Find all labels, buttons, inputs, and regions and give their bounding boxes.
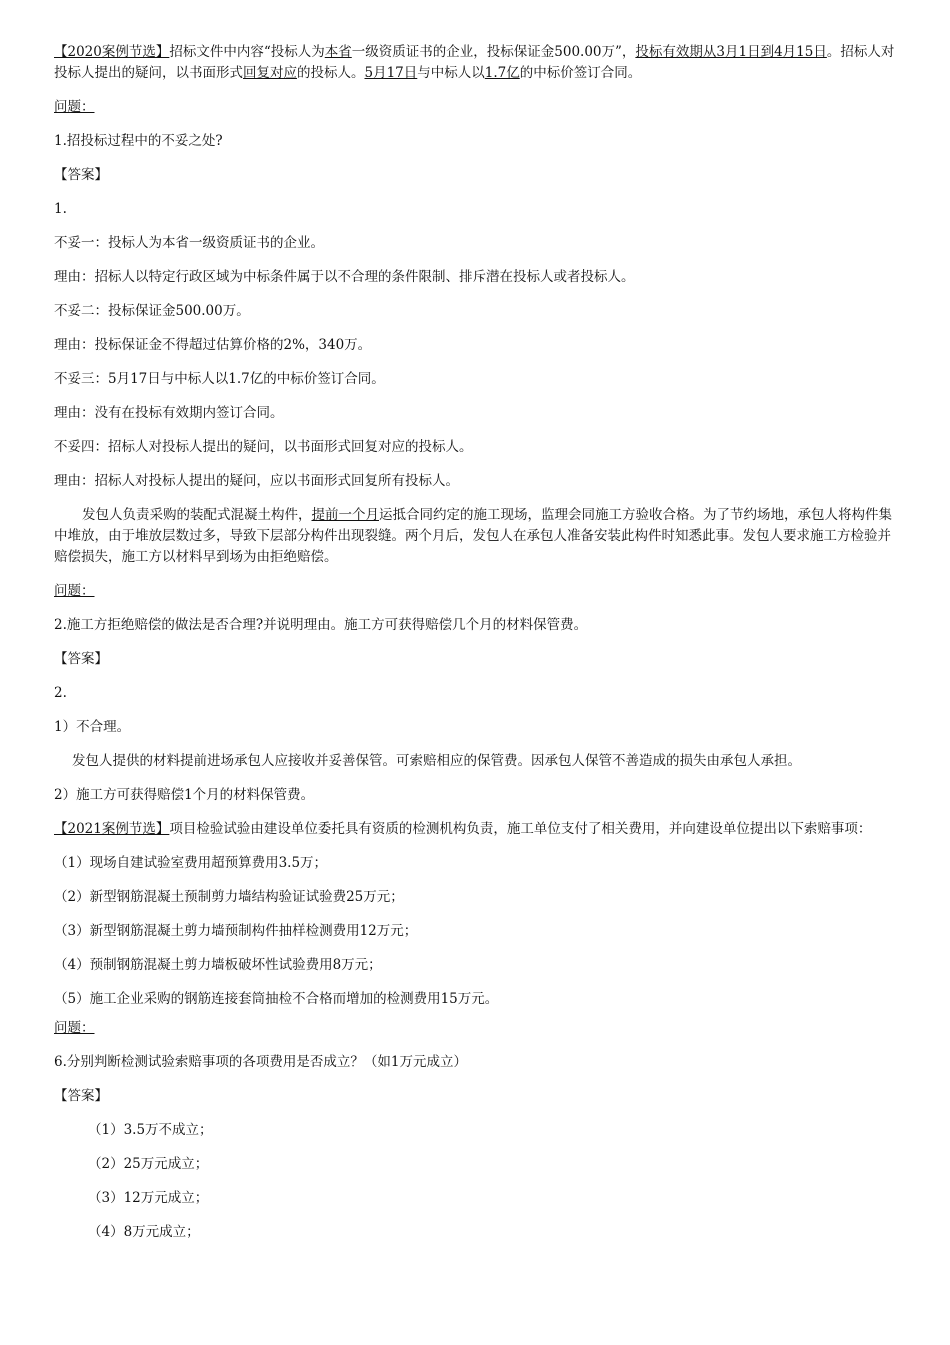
underlined-text: 回复对应 — [243, 65, 297, 81]
underlined-text: 投标有效期从3月1日到4月15日 — [635, 44, 827, 60]
answer-1-number: 1. — [54, 201, 67, 217]
claim-item: （5）施工企业采购的钢筋连接套筒抽检不合格而增加的检测费用15万元。 — [54, 991, 499, 1007]
underlined-text: 5月17日 — [364, 65, 418, 81]
answer-label: 【答案】 — [54, 1088, 108, 1104]
question-label: 问题： — [54, 99, 95, 115]
claim-item: （3）新型钢筋混凝土剪力墙预制构件抽样检测费用12万元； — [54, 923, 418, 939]
answer-1-line: 理由：没有在投标有效期内签订合同。 — [54, 405, 284, 421]
case-tag-2021: 【2021案例节选】 — [54, 821, 170, 837]
answer-1-line: 不妥四：招标人对投标人提出的疑问，以书面形式回复对应的投标人。 — [54, 439, 473, 455]
answer-1-line: 不妥三：5月17日与中标人以1.7亿的中标价签订合同。 — [54, 371, 385, 387]
underlined-text: 提前一个月 — [311, 507, 379, 523]
underlined-text: 1.7亿 — [484, 65, 520, 81]
question-1: 1.招投标过程中的不妥之处? — [54, 133, 223, 149]
answer-6-line: （4）8万元成立； — [88, 1224, 200, 1240]
answer-2-number: 2. — [54, 685, 67, 701]
claim-item: （2）新型钢筋混凝土预制剪力墙结构验证试验费25万元； — [54, 889, 404, 905]
case-2021-intro — [54, 819, 900, 840]
question-6: 6.分别判断检测试验索赔事项的各项费用是否成立？（如1万元成立） — [54, 1054, 467, 1070]
intro-text: 。招标人对投标人提出的疑问，以书面形式 — [54, 44, 895, 81]
answer-2-line: 2）施工方可获得赔偿1个月的材料保管费。 — [54, 787, 315, 803]
intro-text: 的中标价签订合同。 — [519, 65, 642, 81]
underlined-text: 本省 — [324, 44, 352, 60]
answer-2-line: 发包人提供的材料提前进场承包人应接收并妥善保管。可索赔相应的保管费。因承包人保管不善造成的损失由承包人承担。 — [72, 753, 801, 769]
question-label: 问题： — [54, 583, 95, 599]
claim-item: （1）现场自建试验室费用超预算费用3.5万； — [54, 855, 328, 871]
intro-text: 运抵合同约定的施工现场，监理会同施工方验收合格。为了节约场地，承包人将构件集中堆放，由于堆放层数过多，导致下层部分构件出现裂缝。两个月后，发包人在承包人准备安装此构件时知悉此事。发包人要求施工方检验并赔偿损失，施工方以材料早到场为由拒绝赔偿。 — [54, 507, 892, 565]
answer-label: 【答案】 — [54, 651, 108, 667]
question-2: 2.施工方拒绝赔偿的做法是否合理?并说明理由。施工方可获得赔偿几个月的材料保管费。 — [54, 617, 588, 633]
claim-item: （4）预制钢筋混凝土剪力墙板破坏性试验费用8万元； — [54, 957, 382, 973]
intro-text: 项目检验试验由建设单位委托具有资质的检测机构负责，施工单位支付了相关费用，并向建设单位提出以下索赔事项： — [169, 821, 872, 837]
answer-6-line: （2）25万元成立； — [88, 1156, 209, 1172]
answer-1-line: 理由：投标保证金不得超过估算价格的2%，340万。 — [54, 337, 372, 353]
intro-text: 发包人负责采购的装配式混凝土构件， — [82, 507, 312, 523]
answer-1-line: 不妥二：投标保证金500.00万。 — [54, 303, 250, 319]
answer-label: 【答案】 — [54, 167, 108, 183]
answer-1-line: 理由：招标人以特定行政区域为中标条件属于以不合理的条件限制、排斥潜在投标人或者投标人。 — [54, 269, 635, 285]
case-tag-2020: 【2020案例节选】 — [54, 44, 170, 60]
intro-text: 一级资质证书的企业，投标保证金500.00万”， — [351, 44, 636, 60]
question-label: 问题： — [54, 1020, 95, 1036]
answer-6-line: （3）12万元成立； — [88, 1190, 209, 1206]
case-2020-intro — [54, 42, 900, 84]
intro-text: 招标文件中内容“投标人为 — [169, 44, 325, 60]
answer-6-line: （1）3.5万不成立； — [88, 1122, 213, 1138]
answer-1-line: 理由：招标人对投标人提出的疑问，应以书面形式回复所有投标人。 — [54, 473, 459, 489]
case-2-intro — [54, 505, 900, 568]
intro-text: 的投标人。 — [297, 65, 365, 81]
intro-text: 与中标人以 — [417, 65, 485, 81]
answer-2-line: 1）不合理。 — [54, 719, 131, 735]
answer-1-line: 不妥一：投标人为本省一级资质证书的企业。 — [54, 235, 324, 251]
